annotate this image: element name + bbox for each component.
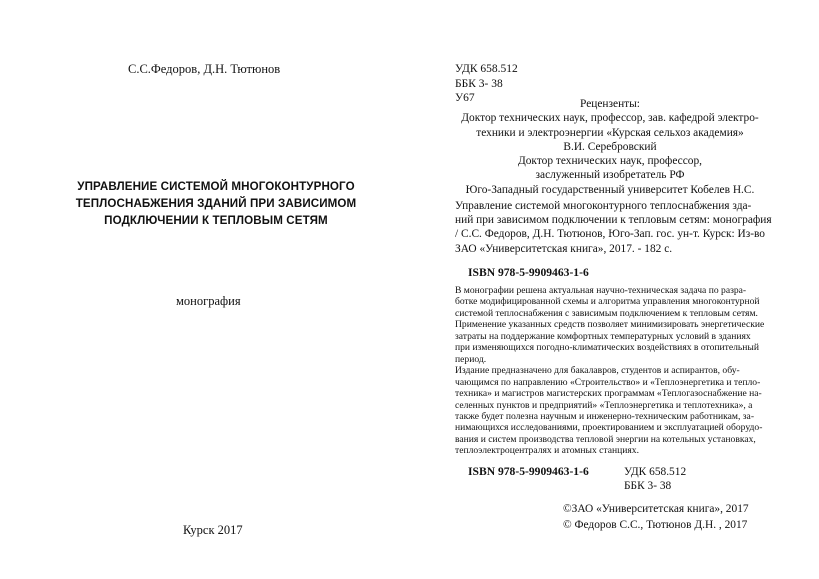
reviewers-heading: Рецензенты:: [580, 98, 640, 110]
bbk-code-bottom: ББК 3- 38: [624, 480, 672, 493]
bibliographic-citation: [455, 199, 771, 256]
udk-code-bottom: УДК 658.512: [624, 466, 687, 478]
citation-line: ЗАО «Университетская книга», 2017. - 182 с.: [455, 242, 673, 255]
abstract-line: вания и систем производства тепловой энергии на котельных установках,: [455, 433, 756, 445]
isbn-bottom: ISBN 978-5-9909463-1-6: [468, 465, 589, 478]
abstract-line: также будет полезна научным и инженерно-техническим работникам, за-: [455, 410, 755, 422]
book-title-line: ТЕПЛОСНАБЖЕНИЯ ЗДАНИЙ ПРИ ЗАВИСИМОМ: [75, 197, 357, 210]
citation-line: ний при зависимом подключении к тепловым сетям: монография: [455, 214, 772, 227]
reviewer-line: В.И. Серебровский: [563, 140, 657, 153]
citation-line: / С.С. Федоров, Д.Н. Тютюнов, Юго-Зап. гос. ун-т. Курск: Из-во: [455, 228, 766, 241]
abstract-line: системой теплоснабжения с зависимым подключением к тепловым сетям.: [455, 307, 758, 319]
city-year: Курск 2017: [183, 523, 243, 537]
citation-line: Управление системой многоконтурного теплоснабжения зда-: [455, 200, 752, 212]
abstract-line: период.: [455, 353, 487, 365]
abstract-line: Издание предназначено для бакалавров, студентов и аспирантов, обу-: [455, 365, 740, 377]
abstract: [455, 285, 771, 457]
genre-label: монография: [176, 294, 241, 308]
abstract-line: селенных пунктов и предприятий» «Теплоэнергетика и теплотехника», а: [455, 399, 753, 411]
book-title: [60, 178, 372, 229]
abstract-line: чающимся по направлению «Строительство» и «Теплоэнергетика и тепло-: [455, 376, 761, 388]
abstract-line: Применение указанных средств позволяет минимизировать энергетические: [455, 319, 765, 331]
abstract-line: нимающихся исследованиями, проектированием и эксплуатацией оборудо-: [455, 422, 763, 434]
reviewer-line: заслуженный изобретатель РФ: [535, 169, 685, 182]
classification-codes-bottom: [624, 465, 686, 493]
abstract-line: затраты на поддержание комфортных температурных условий в зданиях: [455, 330, 751, 342]
book-title-line: УПРАВЛЕНИЕ СИСТЕМОЙ МНОГОКОНТУРНОГО: [77, 180, 355, 193]
reviewer-line: Юго-Западный государственный университет Кобелев Н.С.: [465, 183, 755, 196]
reviewer-line: Доктор технических наук, профессор,: [517, 155, 703, 168]
abstract-line: В монографии решена актуальная научно-техническая задача по разра-: [455, 285, 747, 296]
reviewer-line: Доктор технических наук, профессор, зав. кафедрой электро-: [461, 112, 759, 125]
abstract-line: при изменяющихся погодно-климатических воздействиях в отопительный: [455, 342, 759, 354]
abstract-line: теплоэлектроцентралях и атомных станциях.: [455, 445, 639, 457]
abstract-line: ботке модифицированной схемы и алгоритма управления многоконтурной: [455, 296, 760, 308]
book-title-line: ПОДКЛЮЧЕНИИ К ТЕПЛОВЫМ СЕТЯМ: [104, 214, 328, 227]
copyright-authors: © Федоров С.С., Тютюнов Д.Н. , 2017: [563, 518, 748, 531]
bbk-code: ББК 3- 38: [455, 77, 503, 90]
author-mark: У67: [455, 92, 475, 104]
isbn-top: ISBN 978-5-9909463-1-6: [468, 266, 589, 279]
reviewers-block: [455, 97, 765, 197]
reviewer-line: техники и электроэнергии «Курская сельхоз академия»: [476, 126, 744, 139]
abstract-line: техника» и магистров магистерских программам «Теплогазоснабжение на-: [455, 388, 762, 400]
copyright-block: [563, 502, 749, 533]
udk-code: УДК 658.512: [455, 63, 518, 75]
authors: С.С.Федоров, Д.Н. Тютюнов: [128, 62, 281, 76]
copyright-publisher: ©ЗАО «Университетская книга», 2017: [563, 503, 749, 515]
